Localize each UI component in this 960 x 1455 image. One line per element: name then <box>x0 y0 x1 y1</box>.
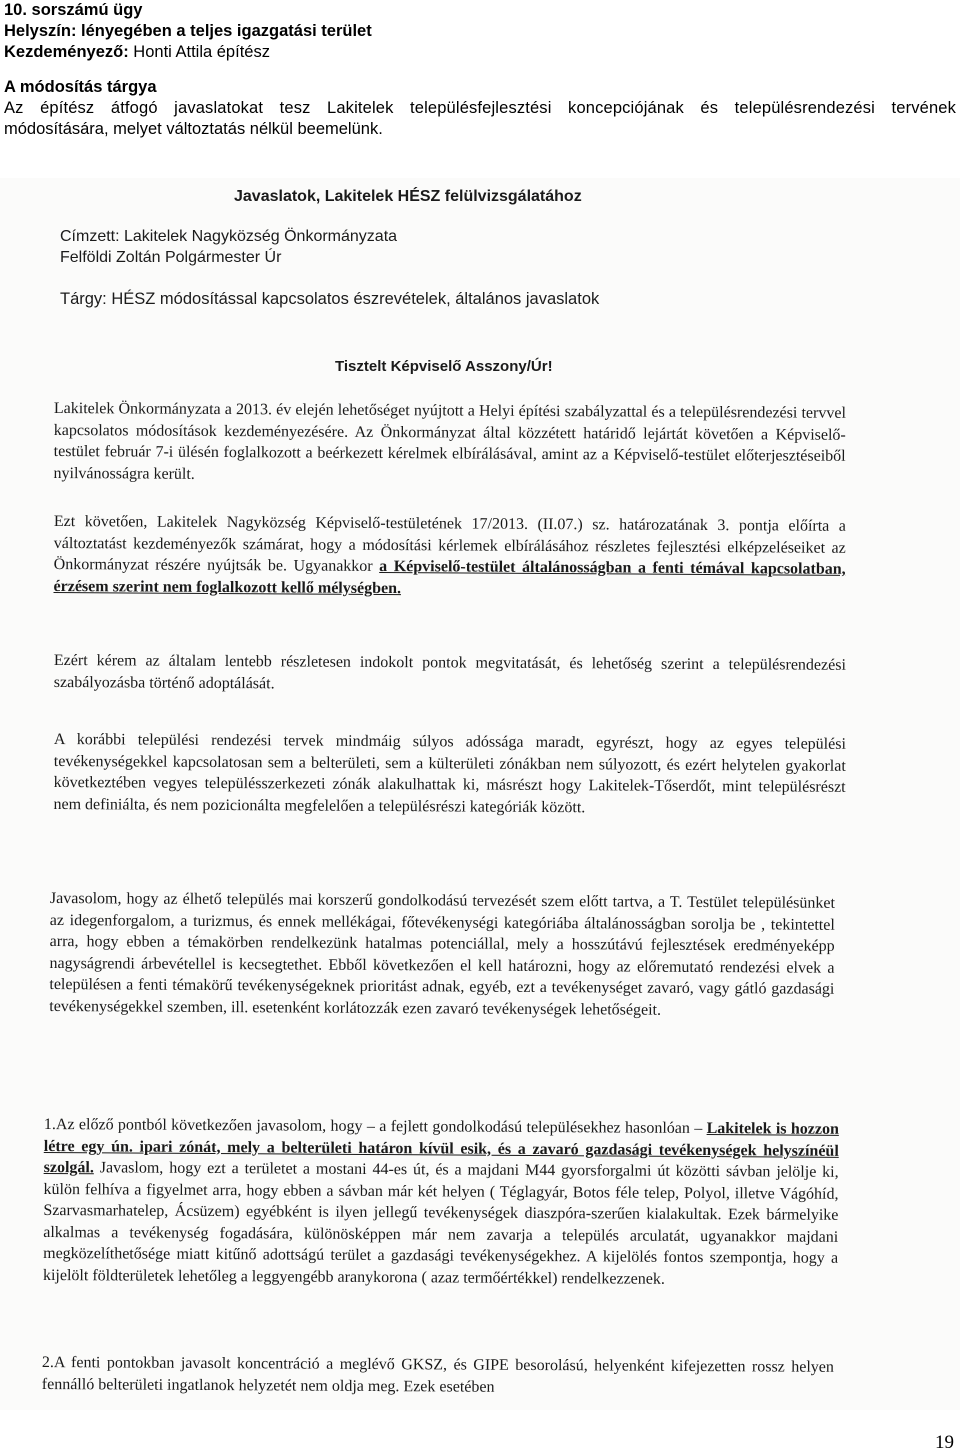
paragraph-6-text-a: 1.Az előző pontból következően javasolom, hogy – a fejlett gondolkodású településekhez hasonlóan – <box>43 1116 707 1138</box>
paragraph-6-text-b: Javaslom, hogy ezt a területet a mostani 44-es út, és a majdani M44 gyorsforgalmi út közötti sávban jelölje ki, külön felhíva a figyelmet arra, hogy ebben a sávban már két helyen ( Téglagyár, Botos féle telep, Polyol, illetve Vágóhíd, Szarvasmarhatelep, Ácsüzem) egyébként is ilyen jellegű tevékenységek diaszpóra-szerűen kialakultak. Ezek bármelyike alkalmas a tevékenység fogadására, különösképpen már nem zavarja a település arculatát, ugyanakkor majdani megközelíthetősége miatt kitűnő adottságú terület a gazdasági tevékenységekhez. A kijelölés fontos szempontja, hogy a kijelölt földterületek lehetőleg a leggyengébb aranykorona ( azaz termőértékkel) rendelkezzenek. <box>42 1159 839 1288</box>
initiator-row <box>4 42 956 63</box>
initiator-label: Kezdeményező: <box>4 43 129 61</box>
letter-greeting: Tisztelt Képviselő Asszony/Úr! <box>335 358 553 375</box>
letter-paragraph-2 <box>53 511 846 602</box>
paragraph-6-underlined: Lakitelek is hozzon létre egy ún. ipari zónát, mely a belterületi határon kívül esik, és a zavaró gazdasági tevékenységek helyszínéül szolgál. <box>43 1120 839 1177</box>
subject-heading: A módosítás tárgya <box>4 78 157 96</box>
case-title: 10. sorszámú ügy <box>4 1 143 19</box>
letter-addressee-2: Felföldi Zoltán Polgármester Úr <box>60 249 282 266</box>
letter-paragraph-6 <box>43 1114 839 1291</box>
letter-title: Javaslatok, Lakitelek HÉSZ felülvizsgálatához <box>234 188 582 205</box>
location-label: Helyszín: <box>4 22 77 40</box>
letter-subject: Tárgy: HÉSZ módosítással kapcsolatos észrevételek, általános javaslatok <box>60 290 600 308</box>
initiator-value: Honti Attila építész <box>133 43 270 61</box>
case-header <box>4 0 956 140</box>
page-number: 19 <box>935 1432 954 1453</box>
location-row <box>4 21 956 42</box>
subject-line-2: módosítására, melyet változtatás nélkül beemelünk. <box>4 120 383 138</box>
letter-paragraph-7: 2.A fenti pontokban javasolt koncentráció a meglévő GKSZ, és GIPE besorolású, helyenként kifejezetten rossz helyen fennálló belterületi ingatlanok helyzetét nem oldja meg. Ezek esetében <box>41 1354 834 1396</box>
letter-addressee-1: Címzett: Lakitelek Nagyközség Önkormányzata <box>60 228 398 245</box>
letter-paragraph-3: Ezért kérem az általam lentebb részletesen indokolt pontok megvitatását, és lehetőség szerint a településrendezési szabályozásba történő adoptálását. <box>53 652 846 692</box>
paragraph-2-underlined: a Képviselő-testület általánosságban a fenti témával kapcsolatban, érzésem szerint nem foglalkozott kellő mélységben. <box>53 557 846 597</box>
letter-paragraph-4: A korábbi települési rendezési tervek mindmáig súlyos adóssága maradt, egyrészt, hogy az egyes települési tevékenységekkel kapcsolatosan sem a belterületi, sem a külterületi zónákban nem súlyozott, és ezért helytelen gyakorlat következtében vegyes településszerkezeti zónák alakulhattak ki, másrészt hogy Lakitelek-Tőserdőt, mint településrészt nem definiálta, és nem pozicionálta megfelelően a településrészi kategóriák között. <box>53 730 846 816</box>
subject-line-1: Az építész átfogó javaslatokat tesz Lakitelek településfejlesztési koncepciójának és településrendezési tervének <box>4 99 956 117</box>
location-value: lényegében a teljes igazgatási terület <box>81 22 372 40</box>
letter-paragraph-5: Javasolom, hogy az élhető település mai korszerű gondolkodású tervezését szem előtt tartva, a T. Testület településünket az idegenforgalom, a turizmus, és ennek mellékágai, főtevékenységi kategóriába általánosságban sorolja be , tekintettel arra, hogy ebben a témakörben rendelkezünk hatalmas potenciállal, mely a hosszútávú fejlesztések eredményeképp nagyságrendi árbevétellel is kecsegtethet. Ebből következően el kell határozni, hogy az előremutató rendezési elvek a településen a fenti témakörű tevékenységeknek prioritást adnak, egyéb, ezt a tevékenységet zavaró, vagy gátló gazdasági tevékenységekkel szemben, ill. esetenként korlátozzák ezen zavaró tevékenységek lehetőségeit. <box>49 889 835 1019</box>
paragraph-2-text: Ezt követően, Lakitelek Nagyközség Képviselő-testületének 17/2013. (II.07.) sz. határozatának 3. pontja előírta a változtatást kezdeményezők számárat, hogy a módosítási kérlemek elbírálásához részletes fejlesztési elképzeléseiket az Önkormányzat részére nyújtsák be. Ugyanakkor <box>53 513 846 575</box>
letter-paragraph-1: Lakitelek Önkormányzata a 2013. év elején lehetőséget nyújtott a Helyi építési szabályzattal és a településrendezési tervvel kapcsolatos módosítások kezdeményezésére. Az Önkormányzat által közzétett határidő lejártát követően a Képviselő-testület február 7-i ülésén foglalkozott a beérkezett kérelmek elbírálásával, amint az a Képviselő-testület előterjesztéseiből nyilvánosságra került. <box>53 399 846 483</box>
scanned-letter <box>0 178 960 1410</box>
